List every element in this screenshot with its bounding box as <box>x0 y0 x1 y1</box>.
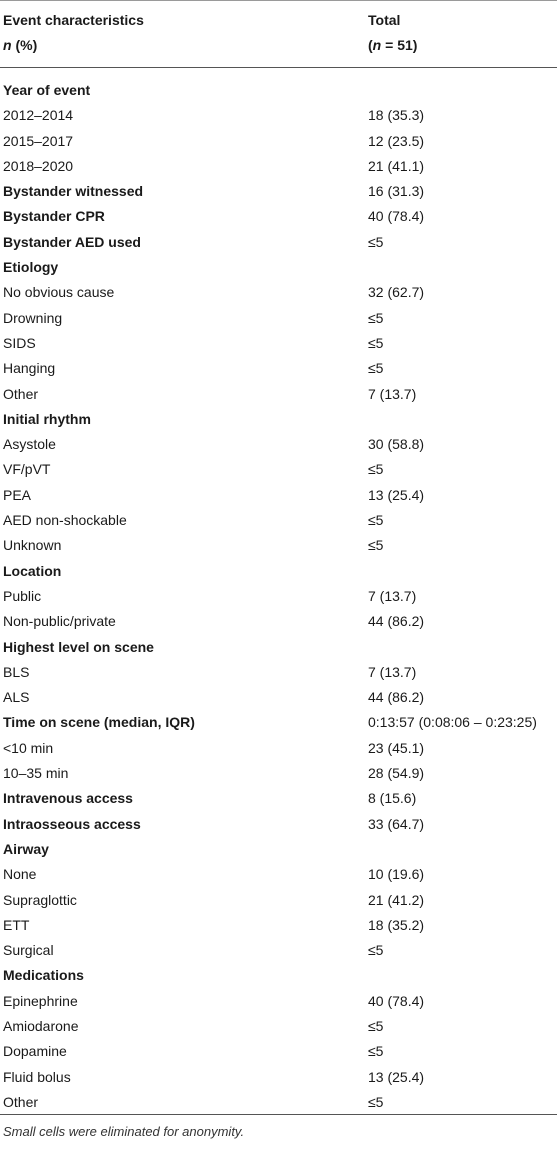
row-value: ≤5 <box>368 334 384 351</box>
row-label: Dopamine <box>3 1043 67 1060</box>
row-value: 21 (41.1) <box>368 157 425 174</box>
table-section-row <box>0 204 557 229</box>
row-label: ETT <box>3 916 30 933</box>
row-label: Medications <box>3 967 84 984</box>
row-label: Intraosseous access <box>3 815 141 832</box>
row-value: 18 (35.3) <box>368 107 425 124</box>
row-label: SIDS <box>3 334 36 351</box>
table-row <box>0 1014 557 1039</box>
table-row <box>0 382 557 407</box>
table-section-row <box>0 559 557 584</box>
table-row <box>0 1039 557 1064</box>
table-row <box>0 584 557 609</box>
row-value: ≤5 <box>368 537 384 554</box>
row-value: 21 (41.2) <box>368 891 425 908</box>
row-value: 13 (25.4) <box>368 486 425 503</box>
column-subheader-total <box>368 36 417 54</box>
column-header-characteristics: Event characteristics <box>3 12 144 28</box>
table-row <box>0 533 557 558</box>
row-label: AED non-shockable <box>3 512 127 529</box>
table-row <box>0 508 557 533</box>
table-section-row <box>0 78 557 103</box>
row-label: Highest level on scene <box>3 638 154 655</box>
row-value: 33 (64.7) <box>368 815 425 832</box>
row-label: 2012–2014 <box>3 107 74 124</box>
row-label: Surgical <box>3 942 54 959</box>
row-label: Other <box>3 1093 39 1110</box>
table-section-row <box>0 230 557 255</box>
table-section-row <box>0 255 557 280</box>
table-row <box>0 1065 557 1090</box>
row-value: 16 (31.3) <box>368 183 425 200</box>
row-label: Year of event <box>3 82 91 98</box>
row-label: Unknown <box>3 537 62 554</box>
table-row <box>0 989 557 1014</box>
table-row <box>0 685 557 710</box>
table-row <box>0 660 557 685</box>
paren-open: ( <box>368 37 373 53</box>
table-row <box>0 457 557 482</box>
table-section-row <box>0 837 557 862</box>
table-bottom-rule <box>0 1114 557 1115</box>
table-row <box>0 862 557 887</box>
table-section-row <box>0 407 557 432</box>
row-value: 44 (86.2) <box>368 689 425 706</box>
row-label: None <box>3 866 37 883</box>
row-value: ≤5 <box>368 233 384 250</box>
row-value: 40 (78.4) <box>368 992 425 1009</box>
percent-label: (%) <box>11 37 38 53</box>
table-row <box>0 938 557 963</box>
row-value: 10 (19.6) <box>368 866 425 883</box>
row-label: Intravenous access <box>3 790 133 807</box>
row-value: ≤5 <box>368 1093 384 1110</box>
row-label: Fluid bolus <box>3 1068 71 1085</box>
table-body <box>0 78 557 1115</box>
n-variable: n <box>372 37 382 53</box>
row-label: Public <box>3 587 42 604</box>
row-label: Non-public/private <box>3 613 116 630</box>
row-label: Time on scene (median, IQR) <box>3 714 195 731</box>
row-value: 23 (45.1) <box>368 739 425 756</box>
table-section-row <box>0 710 557 735</box>
row-label: BLS <box>3 663 30 680</box>
row-value: 30 (58.8) <box>368 436 425 453</box>
row-value: ≤5 <box>368 1017 384 1034</box>
row-value: 32 (62.7) <box>368 284 425 301</box>
table-row <box>0 761 557 786</box>
row-value: 0:13:57 (0:08:06 – 0:23:25) <box>368 714 537 731</box>
row-value: 44 (86.2) <box>368 613 425 630</box>
table-section-row <box>0 963 557 988</box>
row-value: ≤5 <box>368 942 384 959</box>
row-value: ≤5 <box>368 461 384 478</box>
row-label: PEA <box>3 486 32 503</box>
row-value: 40 (78.4) <box>368 208 425 225</box>
row-value: ≤5 <box>368 1043 384 1060</box>
table-row <box>0 483 557 508</box>
table-section-row <box>0 179 557 204</box>
table-row <box>0 609 557 634</box>
row-label: Initial rhythm <box>3 410 91 427</box>
row-value: ≤5 <box>368 512 384 529</box>
row-label: Other <box>3 385 39 402</box>
row-value: 12 (23.5) <box>368 132 425 149</box>
table-row <box>0 888 557 913</box>
table-section-row <box>0 812 557 837</box>
row-label: Supraglottic <box>3 891 77 908</box>
row-label: 2015–2017 <box>3 132 74 149</box>
table-row <box>0 306 557 331</box>
table-row <box>0 129 557 154</box>
column-subheader-characteristics <box>3 36 37 54</box>
row-value: 13 (25.4) <box>368 1068 425 1085</box>
table-row <box>0 1090 557 1115</box>
table-row <box>0 432 557 457</box>
table-row <box>0 331 557 356</box>
table-header <box>0 0 557 68</box>
table-row <box>0 103 557 128</box>
row-label: Location <box>3 562 62 579</box>
row-label: Epinephrine <box>3 992 78 1009</box>
table-footnote: Small cells were eliminated for anonymity. <box>3 1124 245 1139</box>
row-value: 7 (13.7) <box>368 663 417 680</box>
row-label: <10 min <box>3 739 54 756</box>
row-label: No obvious cause <box>3 284 115 301</box>
row-value: ≤5 <box>368 360 384 377</box>
row-value: ≤5 <box>368 309 384 326</box>
row-value: 7 (13.7) <box>368 587 417 604</box>
row-value: 18 (35.2) <box>368 916 425 933</box>
table-row <box>0 356 557 381</box>
row-label: 10–35 min <box>3 765 69 782</box>
table-row <box>0 736 557 761</box>
row-label: Bystander witnessed <box>3 183 144 200</box>
n-variable: n <box>3 37 12 53</box>
table-row <box>0 913 557 938</box>
row-label: Bystander AED used <box>3 233 141 250</box>
row-value: 8 (15.6) <box>368 790 417 807</box>
row-label: Bystander CPR <box>3 208 105 225</box>
column-header-total: Total <box>368 12 401 28</box>
row-label: Drowning <box>3 309 63 326</box>
table-row <box>0 280 557 305</box>
table-section-row <box>0 786 557 811</box>
table-row <box>0 154 557 179</box>
row-value: 28 (54.9) <box>368 765 425 782</box>
row-label: Amiodarone <box>3 1017 79 1034</box>
row-label: ALS <box>3 689 30 706</box>
row-label: Asystole <box>3 436 56 453</box>
row-label: Etiology <box>3 259 59 276</box>
row-label: 2018–2020 <box>3 157 74 174</box>
row-value: 7 (13.7) <box>368 385 417 402</box>
table-section-row <box>0 635 557 660</box>
row-label: VF/pVT <box>3 461 51 478</box>
row-label: Airway <box>3 840 49 857</box>
n-total: = 51) <box>381 37 418 53</box>
row-label: Hanging <box>3 360 56 377</box>
